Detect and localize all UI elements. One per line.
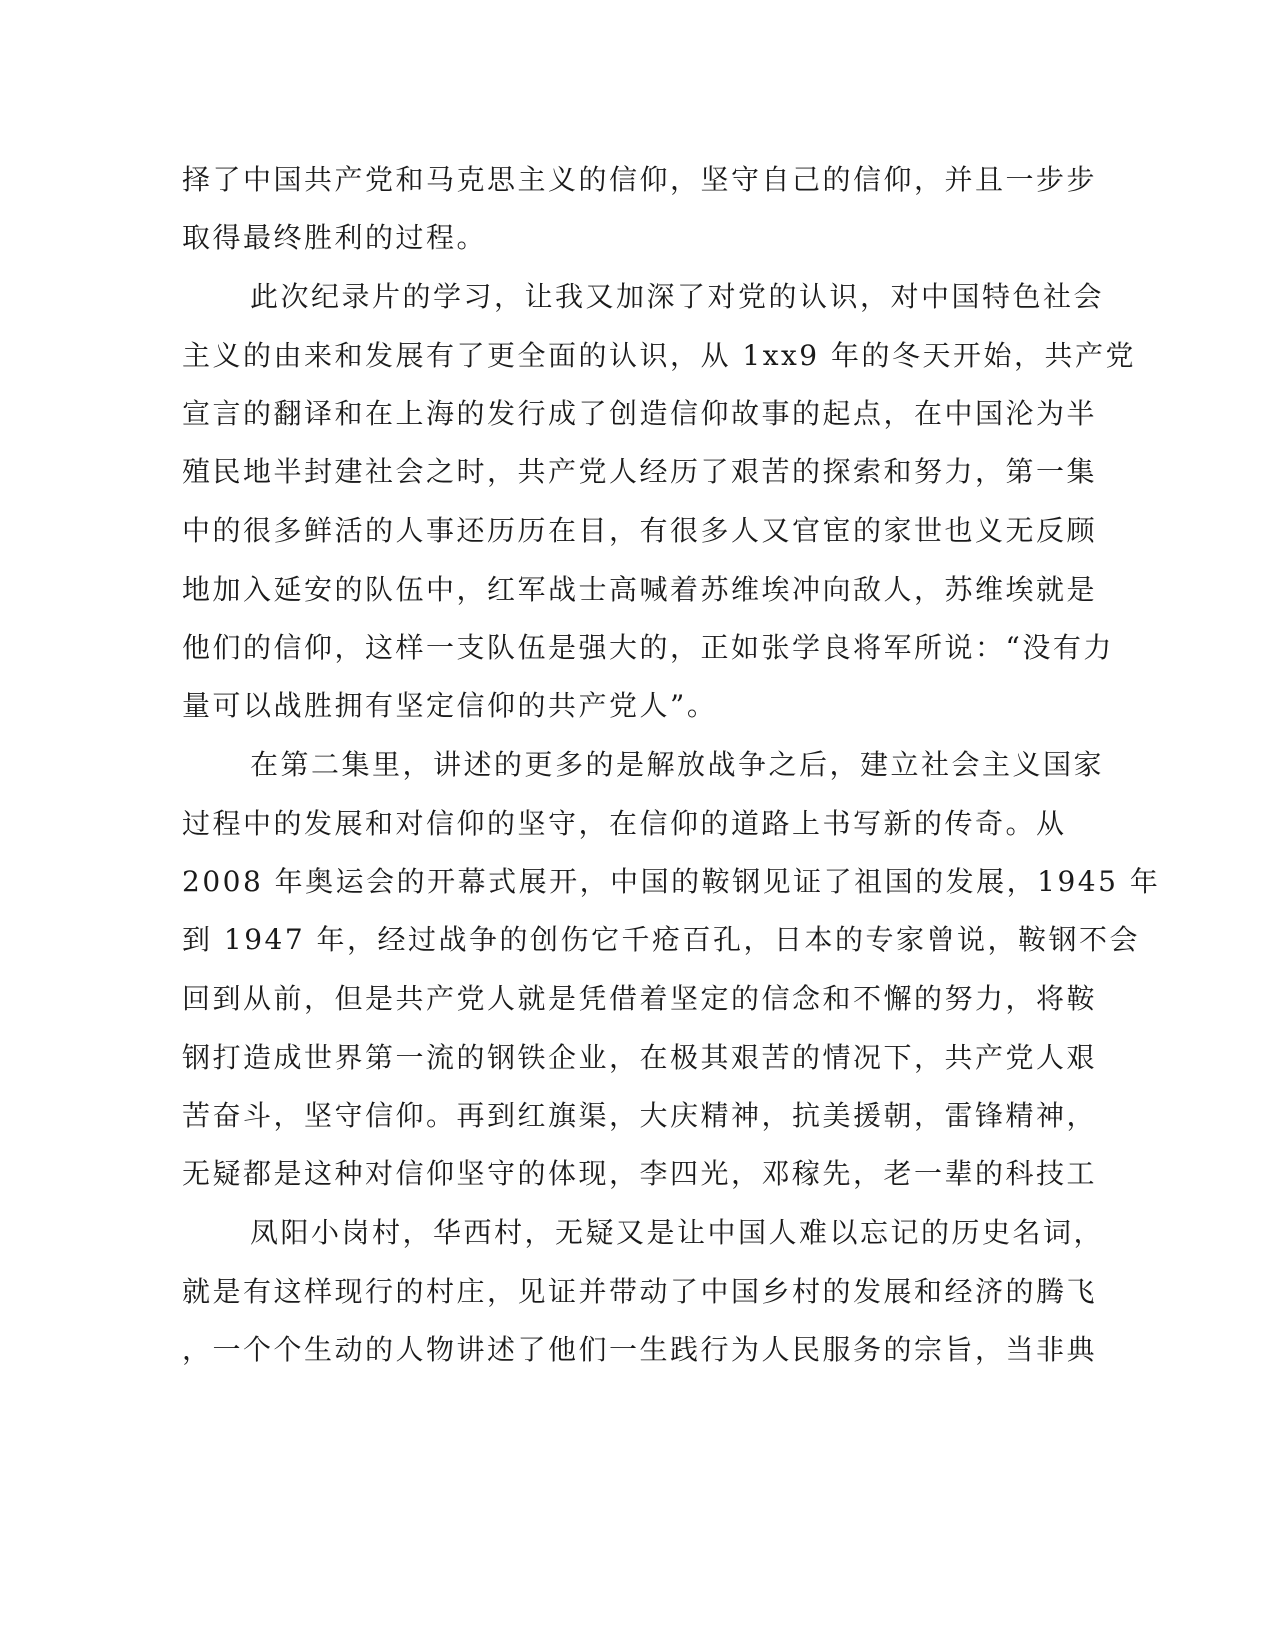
text-line: 取得最终胜利的过程。: [182, 221, 488, 254]
text-line: 量可以战胜拥有坚定信仰的共产党人”。: [182, 689, 718, 722]
paragraph-first-line: 在第二集里，讲述的更多的是解放战争之后，建立社会主义国家: [250, 748, 1105, 781]
text-line: 中的很多鲜活的人事还历历在目，有很多人又官宦的家世也义无反顾: [182, 514, 1098, 547]
paragraph-first-line: 凤阳小岗村，华西村，无疑又是让中国人难以忘记的历史名词，: [250, 1216, 1105, 1249]
text-line: 到 1947 年，经过战争的创伤它千疮百孔，日本的专家曾说，鞍钢不会: [182, 923, 1141, 956]
text-line: 地加入延安的队伍中，红军战士高喊着苏维埃冲向敌人，苏维埃就是: [182, 573, 1098, 606]
text-line: 择了中国共产党和马克思主义的信仰，坚守自己的信仰，并且一步步: [182, 163, 1098, 196]
text-line: 2008 年奥运会的开幕式展开，中国的鞍钢见证了祖国的发展，1945 年: [182, 865, 1161, 898]
text-line: 主义的由来和发展有了更全面的认识，从 1xx9 年的冬天开始，共产党: [182, 339, 1137, 372]
text-line: 他们的信仰，这样一支队伍是强大的，正如张学良将军所说：“没有力: [182, 631, 1114, 664]
text-line: 苦奋斗，坚守信仰。再到红旗渠，大庆精神，抗美援朝，雷锋精神，: [182, 1099, 1098, 1132]
text-line: ，一个个生动的人物讲述了他们一生践行为人民服务的宗旨，当非典: [182, 1333, 1098, 1366]
paragraph-first-line: 此次纪录片的学习，让我又加深了对党的认识，对中国特色社会: [250, 280, 1105, 313]
text-line: 宣言的翻译和在上海的发行成了创造信仰故事的起点，在中国沦为半: [182, 397, 1098, 430]
text-line: 过程中的发展和对信仰的坚守，在信仰的道路上书写新的传奇。从: [182, 807, 1067, 840]
text-line: 殖民地半封建社会之时，共产党人经历了艰苦的探索和努力，第一集: [182, 455, 1098, 488]
text-line: 无疑都是这种对信仰坚守的体现，李四光，邓稼先，老一辈的科技工: [182, 1157, 1098, 1190]
text-line: 钢打造成世界第一流的钢铁企业，在极其艰苦的情况下，共产党人艰: [182, 1041, 1098, 1074]
text-line: 回到从前，但是共产党人就是凭借着坚定的信念和不懈的努力，将鞍: [182, 982, 1098, 1015]
text-line: 就是有这样现行的村庄，见证并带动了中国乡村的发展和经济的腾飞: [182, 1275, 1098, 1308]
